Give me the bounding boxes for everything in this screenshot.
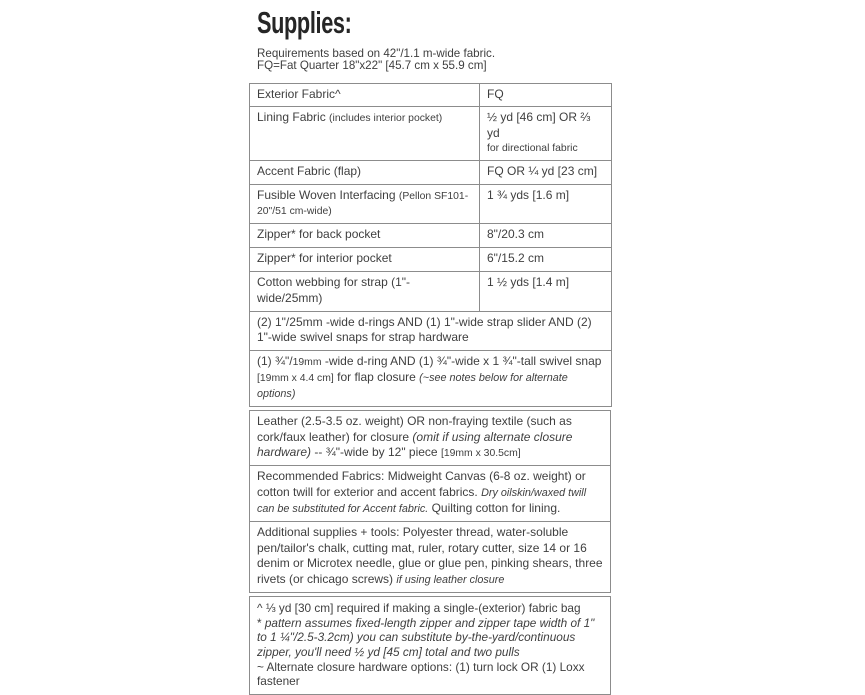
text-segment: (2) 1"/25mm -wide d-rings AND (1) 1"-wide strap slider AND (2) 1"-wide swivel snaps for strap hardware (257, 314, 592, 345)
table-row (250, 83, 612, 107)
footnote-line (257, 601, 603, 616)
table-row (250, 271, 612, 311)
item-cell (250, 271, 480, 311)
text-segment: Quilting cotton for lining. (428, 500, 561, 515)
item-cell (250, 248, 480, 272)
intro-notes (257, 48, 611, 73)
quantity-cell (480, 107, 612, 160)
table-row (250, 248, 612, 272)
text-segment: 1 ¾ yds [1.6 m] (487, 187, 570, 202)
note-cell (250, 410, 611, 465)
intro-line-fabric-width: Requirements based on 42"/1.1 m-wide fabric. (257, 46, 496, 60)
text-segment: Zipper* for back pocket (257, 227, 381, 242)
quantity-cell (480, 248, 612, 272)
table-row (250, 107, 612, 160)
text-segment: * (257, 615, 265, 630)
text-segment: FQ OR ¼ yd [23 cm] (487, 163, 598, 178)
text-segment: Exterior Fabric^ (257, 86, 341, 101)
text-segment: -wide d-ring AND (1) ¾"-wide x 1 ¾"-tall swivel snap (321, 354, 602, 369)
supplies-table (249, 83, 612, 407)
table-row (250, 160, 612, 184)
text-segment: for directional fabric (487, 143, 578, 155)
table-row (250, 224, 612, 248)
item-cell (250, 184, 480, 224)
text-segment: for flap closure (333, 370, 420, 385)
text-segment: pattern assumes fixed-length zipper and zipper tape width of 1" to 1 ¼"/2.5-3.2cm) you can substitute by-the-yard/continuous zipper, you'll need ½ yd [45 cm] total and two pulls (257, 615, 595, 659)
table-row (250, 521, 611, 592)
intro-line-fq-definition: FQ=Fat Quarter 18"x22" [45.7 cm x 55.9 cm] (257, 59, 487, 73)
quantity-cell (480, 271, 612, 311)
quantity-cell (480, 224, 612, 248)
text-segment: (Pellon SF101-20"/51 cm-wide) (257, 190, 469, 218)
fabric-notes-table-body (250, 410, 611, 592)
text-segment: if using leather closure (396, 574, 505, 587)
fabric-notes-table (249, 410, 611, 593)
text-segment: [19mm x 30.5cm] (440, 448, 521, 460)
note-cell (250, 521, 611, 592)
item-cell (250, 107, 480, 160)
text-segment: Additional supplies + tools: Polyester thread, water-soluble pen/tailor's chalk, cutting mat, ruler, rotary cutter, size 14 or 16 denim or Microtex needle, glue or glue pen, pinking shears, three rivets (or chicago screws) (257, 524, 603, 587)
text-segment: (~see notes below for alternate options) (257, 372, 568, 400)
quantity-cell (480, 184, 612, 224)
footnote-line (257, 660, 603, 689)
footnotes-box (249, 596, 611, 695)
text-segment: Fusible Woven Interfacing (257, 187, 399, 202)
table-row (250, 184, 612, 224)
hardware-note-cell (250, 351, 612, 406)
table-row (250, 466, 611, 521)
text-segment: 6"/15.2 cm (487, 251, 544, 266)
page-title: Supplies: (257, 5, 352, 40)
text-segment: Accent Fabric (flap) (257, 163, 362, 178)
text-segment: (omit if using alternate closure hardware) (257, 429, 573, 460)
note-cell (250, 466, 611, 521)
table-row (250, 410, 611, 465)
text-segment: ½ yd [46 cm] OR ⅔ yd (487, 110, 591, 141)
text-segment: ~ Alternate closure hardware options: (1) turn lock OR (1) Loxx fastener (257, 659, 585, 689)
text-segment: 8"/20.3 cm (487, 227, 544, 242)
text-segment: Lining Fabric (257, 110, 330, 125)
table-row (250, 311, 612, 351)
item-cell (250, 224, 480, 248)
text-segment: [19mm x 4.4 cm] (257, 373, 334, 385)
text-segment: (1) ¾"/ (257, 354, 293, 369)
text-segment: (includes interior pocket) (329, 113, 443, 125)
quantity-cell (480, 83, 612, 107)
text-segment: Dry oilskin/waxed twill can be substituted for Accent fabric. (257, 487, 587, 515)
text-segment: Recommended Fabrics: Midweight Canvas (6-8 oz. weight) or cotton twill for exterior and accent fabrics. (257, 469, 586, 500)
hardware-note-cell (250, 311, 612, 351)
text-segment: 1 ½ yds [1.4 m] (487, 274, 570, 289)
item-cell (250, 83, 480, 107)
quantity-cell (480, 160, 612, 184)
item-cell (250, 160, 480, 184)
text-segment: Zipper* for interior pocket (257, 251, 392, 266)
table-row (250, 351, 612, 406)
footnote-line (257, 616, 603, 660)
text-segment: FQ (487, 86, 504, 101)
text-segment: -- ¾"-wide by 12" piece (311, 445, 441, 460)
text-segment: ^ ⅓ yd [30 cm] required if making a single-(exterior) fabric bag (257, 601, 581, 616)
text-segment: 19mm (292, 357, 322, 369)
text-segment: Leather (2.5-3.5 oz. weight) OR non-fraying textile (such as cork/faux leather) for closure (257, 413, 572, 444)
supplies-section (249, 7, 611, 695)
text-segment: Cotton webbing for strap (1"-wide/25mm) (257, 274, 410, 305)
supplies-table-body (250, 83, 612, 406)
